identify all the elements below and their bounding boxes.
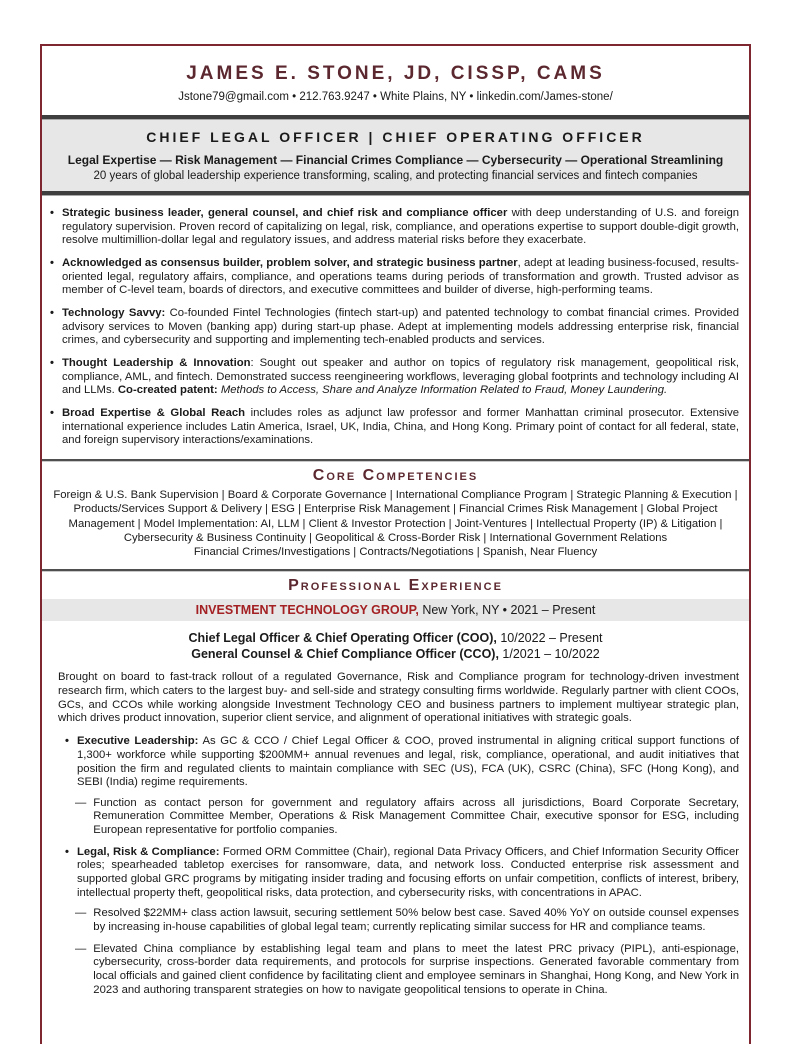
contact-line: Jstone79@gmail.com • 212.763.9247 • White Plains, NY • linkedin.com/James-stone/ bbox=[178, 91, 613, 103]
competencies-row: Foreign & U.S. Bank Supervision | Board & Corporate Governance | International Compliance Program | Strategic Planning & Execution | Products/Services Support & Delivery | ESG | Enterprise Risk Management | Financial Crimes Risk Management | Global Project Management | Model Implementation: AI, LLM | Client & Investor Protection | Joint-Ventures | Intellectual Property (IP) & Litigation | Cybersecurity & Business Continuity | Geopolitical & Cross-Border Risk | International Government Relations bbox=[53, 488, 738, 544]
dash-marker: — bbox=[75, 942, 87, 955]
competencies-list bbox=[42, 488, 749, 569]
banner-job-title: CHIEF LEGAL OFFICER | CHIEF OPERATING OFFICER bbox=[146, 129, 645, 145]
role-line: General Counsel & Chief Compliance Officer (CCO), 1/2021 – 10/2022 bbox=[191, 646, 600, 661]
summary-bullet bbox=[48, 257, 739, 298]
experience-sub-bullet bbox=[75, 797, 739, 838]
summary-bullet-text: Broad Expertise & Global Reach includes roles as adjunct law professor and former Manhattan criminal prosecutor. Extensive international experience includes Latin America, Israel, UK, India, China, and Hong Kong. Primary point of contact for all federal, state, and foreign supervisory interactions/examinations. bbox=[62, 406, 739, 447]
banner-subtitle: 20 years of global leadership experience transforming, scaling, and protecting financial services and fintech companies bbox=[93, 170, 698, 182]
candidate-name: JAMES E. STONE, JD, CISSP, CAMS bbox=[186, 63, 605, 84]
resume-header bbox=[42, 46, 749, 103]
bullet-marker: • bbox=[50, 207, 54, 219]
summary-bullet bbox=[48, 207, 739, 248]
bullet-marker: • bbox=[50, 306, 54, 319]
bullet-marker: • bbox=[50, 256, 54, 269]
dash-marker: — bbox=[75, 907, 87, 920]
title-banner bbox=[42, 120, 749, 191]
summary-bullet-text: Acknowledged as consensus builder, problem solver, and strategic business partner, adept at leading business-focused, results-oriented legal, regulatory affairs, compliance, and operations teams during periods of transformation and growth. Trusted advisor as member of C-level team, boards of directors, and executive committees and builder of diverse, high-performing teams. bbox=[62, 256, 740, 297]
role-titles bbox=[42, 630, 749, 663]
summary-bullet-text: Strategic business leader, general counsel, and chief risk and compliance officer with deep understanding of U.S. and foreign regulatory supervision. Proven record of capitalizing on legal, risk, compliance, and operations expertise to support double-digit growth, resolve multimillion-dollar legal and regulatory issues, and address material risks before they exacerbate. bbox=[62, 207, 740, 247]
summary-bullet bbox=[48, 307, 739, 348]
experience-sub-bullet bbox=[75, 943, 739, 998]
experience-sub-bullet bbox=[75, 907, 739, 934]
summary-bullet-text: Technology Savvy: Co-founded Fintel Technologies (fintech start-up) and patented technology to combat financial crimes. Provided advisory services to Moven (banking app) during start-up phase. Adept at implementing models addressing enterprise risk, financial crimes, and cybersecurity and supporting and implementing tech-enabled products and services. bbox=[62, 306, 739, 347]
summary-bullet-text: Thought Leadership & Innovation: Sought out speaker and author on topics of regulatory risk management, geopolitical risk, compliance, AML, and fintech. Demonstrated success reengineering workflows, leveraging global footprints and technology including AI and LLMs. Co-created patent: Methods to Access, Share and Analyze Information Related to Fraud, Money Laundering. bbox=[62, 356, 739, 397]
bullet-marker: • bbox=[65, 735, 69, 748]
dash-marker: — bbox=[75, 796, 87, 809]
role-line: Chief Legal Officer & Chief Operating Officer (COO), 10/2022 – Present bbox=[188, 630, 603, 645]
banner-keywords: Legal Expertise — Risk Management — Financial Crimes Compliance — Cybersecurity — Operational Streamlining bbox=[67, 153, 724, 167]
company-line: INVESTMENT TECHNOLOGY GROUP, New York, NY • 2021 – Present bbox=[42, 599, 749, 621]
summary-bullet bbox=[48, 407, 739, 448]
experience-sub-bullet-text: Elevated China compliance by establishing legal team and plans to meet the latest PRC privacy (PIPL), anti-espionage, cybersecurity, cross-border data requirements, and protocols for surprise inspections. Generated favorable commentary from local officials and gained client confidence by facilitating client and employee seminars in Shanghai, Hong Kong, and New York in 2023 and authoring transparent strategies on how to navigate geopolitical tensions to operate in China. bbox=[93, 942, 739, 996]
professional-experience-heading: Professional Experience bbox=[288, 576, 503, 594]
bullet-marker: • bbox=[50, 356, 54, 369]
experience-sub-bullet-text: Resolved $22MM+ class action lawsuit, securing settlement 50% below best case. Saved 40% YoY on outside counsel expenses by increasing in-house capabilities of global legal team; currently replicating similar success for HR and compliance teams. bbox=[93, 907, 739, 934]
experience-bullets bbox=[42, 735, 749, 1015]
competencies-row: Financial Crimes/Investigations | Contracts/Negotiations | Spanish, Near Fluency bbox=[193, 546, 598, 559]
experience-bullet-text: Executive Leadership: As GC & CCO / Chief Legal Officer & COO, proved instrumental in aligning critical support functions of 1,300+ workforce while supporting $200MM+ annual revenues and legal, risk, compliance, operational, and audit initiatives that position the firm and regulated clients to maintain compliance with SEC (US), FCA (UK), CSRC (China), SFC (Hong Kong), and SEBI (India) regime requirements. bbox=[77, 735, 739, 789]
role-intro-paragraph: Brought on board to fast-track rollout of a regulated Governance, Risk and Compliance program for technology-driven investment research firm, which caters to the largest buy- and sell-side and strategy consulting firms worldwide. Regularly partner with client COOs, GCs, and CCOs while working alongside Investment Technology CEO and business partners to implement multiyear strategic plan, which drives product innovation, superior client service, and alignment of operational initiatives with strategic goals. bbox=[58, 671, 739, 725]
summary-section bbox=[42, 196, 749, 459]
experience-bullet bbox=[63, 735, 739, 790]
summary-bullet bbox=[48, 357, 739, 398]
experience-bullet-text: Legal, Risk & Compliance: Formed ORM Committee (Chair), regional Data Privacy Officers, and Chief Information Security Officer roles; spearheaded tabletop exercises for ransomware, data, and network loss. Conducted enterprise risk assessment and supported global GRC programs by mitigating insider trading and focusing efforts on unfair competition, conflicts of interest, bribery, intellectual property theft, geopolitical risks, data protection, and cybersecurity risks, with concentrations in APAC. bbox=[77, 845, 739, 899]
bullet-marker: • bbox=[65, 845, 69, 858]
experience-sub-bullet-text: Function as contact person for government and regulatory affairs across all jurisdictions, Board Corporate Secretary, Remuneration Committee Member, Operations & Risk Management Committee Chair, executive sponsor for ESG, including European representative for portfolio companies. bbox=[93, 796, 739, 837]
experience-bullet bbox=[63, 846, 739, 901]
core-competencies-heading: Core Competencies bbox=[312, 466, 479, 484]
bullet-marker: • bbox=[50, 406, 54, 419]
resume-sheet bbox=[40, 44, 751, 1044]
